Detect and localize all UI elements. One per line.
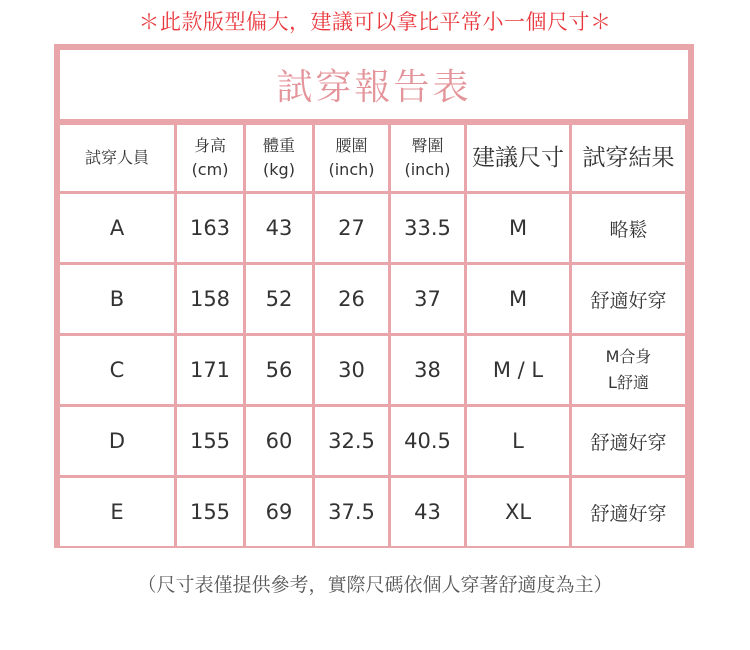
table-row [60,194,685,262]
cell-size: M [467,265,569,333]
cell-waist: 26 [315,265,388,333]
cell-tester: C [60,336,174,404]
cell-tester: E [60,478,174,546]
header-suggested-size: 建議尺寸 [467,125,569,191]
header-tester: 試穿人員 [60,125,174,191]
cell-hip: 33.5 [391,194,464,262]
header-fit-result: 試穿結果 [572,125,685,191]
cell-waist: 27 [315,194,388,262]
fitting-table [57,122,688,549]
cell-result: 舒適好穿 [572,407,685,475]
cell-hip: 43 [391,478,464,546]
header-height: 身高 (cm) [177,125,243,191]
cell-height: 163 [177,194,243,262]
cell-hip: 37 [391,265,464,333]
cell-height: 155 [177,407,243,475]
size-notice: ＊此款版型偏大，建議可以拿比平常小一個尺寸＊ [138,10,612,34]
table-row [60,407,685,475]
cell-hip: 38 [391,336,464,404]
cell-waist: 32.5 [315,407,388,475]
cell-weight: 56 [246,336,312,404]
cell-size: L [467,407,569,475]
table-row [60,265,685,333]
size-footnote: （尺寸表僅提供參考，實際尺碼依個人穿著舒適度為主） [137,574,613,596]
cell-weight: 60 [246,407,312,475]
cell-tester: A [60,194,174,262]
cell-size: M / L [467,336,569,404]
cell-waist: 37.5 [315,478,388,546]
cell-result: M合身 L舒適 [572,336,685,404]
cell-hip: 40.5 [391,407,464,475]
cell-result: 略鬆 [572,194,685,262]
cell-waist: 30 [315,336,388,404]
fitting-report-table [54,44,694,548]
table-title: 試穿報告表 [60,50,688,119]
cell-result: 舒適好穿 [572,478,685,546]
cell-height: 155 [177,478,243,546]
cell-height: 158 [177,265,243,333]
cell-height: 171 [177,336,243,404]
table-row [60,478,685,546]
cell-weight: 43 [246,194,312,262]
header-row [60,125,685,191]
cell-size: M [467,194,569,262]
cell-weight: 52 [246,265,312,333]
cell-result: 舒適好穿 [572,265,685,333]
cell-tester: B [60,265,174,333]
table-row [60,336,685,404]
cell-weight: 69 [246,478,312,546]
cell-size: XL [467,478,569,546]
header-hip: 臀圍 (inch) [391,125,464,191]
cell-tester: D [60,407,174,475]
header-waist: 腰圍 (inch) [315,125,388,191]
header-weight: 體重 (kg) [246,125,312,191]
